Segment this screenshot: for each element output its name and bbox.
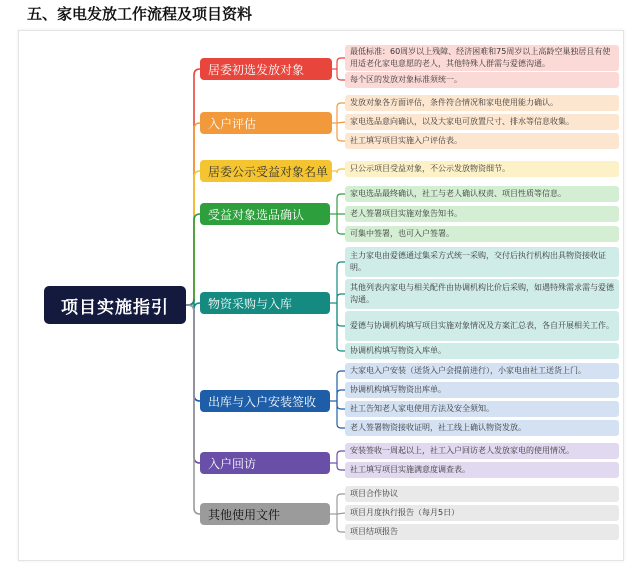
leaf-node[interactable]: 发放对象各方面评估，条件符合情况和家电使用能力确认。 <box>345 95 619 111</box>
leaf-node[interactable]: 协调机构填写物资入库单。 <box>345 343 619 359</box>
connector-line <box>337 514 345 532</box>
leaf-node[interactable]: 主力家电由爱德通过集采方式统一采购，交付后执行机构出具物资接收证明。 <box>345 247 619 277</box>
leaf-node[interactable]: 协调机构填写物资出库单。 <box>345 382 619 398</box>
leaf-node[interactable]: 家电选品最终确认，社工与老人确认权责、项目性质等信息。 <box>345 186 619 202</box>
leaf-node[interactable]: 大家电入户安装（送货入户会提前进行），小家电由社工送货上门。 <box>345 363 619 379</box>
connector-line <box>337 401 345 428</box>
leaf-node[interactable]: 项目合作协议 <box>345 486 619 502</box>
leaf-node[interactable]: 每个区的发放对象标准须统一。 <box>345 72 619 88</box>
connector-line <box>186 305 200 401</box>
connector-line <box>186 69 200 305</box>
connector-line <box>337 214 345 234</box>
branch-node[interactable]: 受益对象选品确认 <box>200 203 330 225</box>
connector-line <box>337 169 345 173</box>
connector-line <box>337 103 345 123</box>
connector-line <box>337 401 345 409</box>
leaf-node[interactable]: 安装签收一周起以上，社工入户回访老人发放家电的使用情况。 <box>345 443 619 459</box>
branch-node[interactable]: 居委公示受益对象名单 <box>200 160 332 182</box>
leaf-node[interactable]: 社工填写项目实施入户评估表。 <box>345 133 619 149</box>
branch-node[interactable]: 居委初选发放对象 <box>200 58 332 80</box>
page-title: 五、家电发放工作流程及项目资料 <box>27 5 253 23</box>
branch-node[interactable]: 入户评估 <box>200 112 332 134</box>
connector-line <box>186 305 200 514</box>
branch-node[interactable]: 物资采购与入库 <box>200 292 330 314</box>
leaf-node[interactable]: 老人签署项目实施对象告知书。 <box>345 206 619 222</box>
leaf-node[interactable]: 家电选品意向确认，以及大家电可放置尺寸、排水等信息收集。 <box>345 114 619 130</box>
leaf-node[interactable]: 老人签署物资接收证明，社工线上确认物资发放。 <box>345 420 619 436</box>
connector-line <box>337 194 345 214</box>
connector-line <box>337 122 345 123</box>
branch-node[interactable]: 入户回访 <box>200 452 330 474</box>
leaf-node[interactable]: 最低标准：60周岁以上残障、经济困难和75周岁以上高龄空巢独居且有使用适老化家电意愿的老人，其他特殊人群需与爱德沟通。 <box>345 45 619 71</box>
connector-line <box>337 371 345 401</box>
branch-node[interactable]: 出库与入户安装签收 <box>200 390 330 412</box>
connector-line <box>186 171 200 305</box>
leaf-node[interactable]: 只公示项目受益对象，不公示发放物资细节。 <box>345 161 619 177</box>
leaf-node[interactable]: 项目结项报告 <box>345 524 619 540</box>
leaf-node[interactable]: 爱德与协调机构填写项目实施对象情况及方案汇总表，各自开展相关工作。 <box>345 311 619 341</box>
root-node[interactable]: 项目实施指引 <box>44 286 186 324</box>
connector-line <box>337 58 345 69</box>
connector-line <box>337 451 345 463</box>
connector-line <box>337 463 345 470</box>
connector-line <box>337 303 345 351</box>
connector-line <box>186 214 200 305</box>
leaf-node[interactable]: 可集中签署，也可入户签署。 <box>345 226 619 242</box>
connector-line <box>337 494 345 514</box>
connector-line <box>337 303 345 326</box>
connector-line <box>186 305 200 463</box>
connector-line <box>337 513 345 514</box>
connector-line <box>337 69 345 80</box>
leaf-node[interactable]: 社工告知老人家电使用方法及安全须知。 <box>345 401 619 417</box>
leaf-node[interactable]: 其他列表内家电与相关配件由协调机构比价后采购，如遇特殊需求需与爱德沟通。 <box>345 279 619 309</box>
connector-line <box>337 294 345 303</box>
branch-node[interactable]: 其他使用文件 <box>200 503 330 525</box>
connector-line <box>337 390 345 401</box>
connector-line <box>337 123 345 141</box>
connector-line <box>337 262 345 303</box>
leaf-node[interactable]: 项目月度执行报告（每月5日） <box>345 505 619 521</box>
leaf-node[interactable]: 社工填写项目实施满意度调查表。 <box>345 462 619 478</box>
